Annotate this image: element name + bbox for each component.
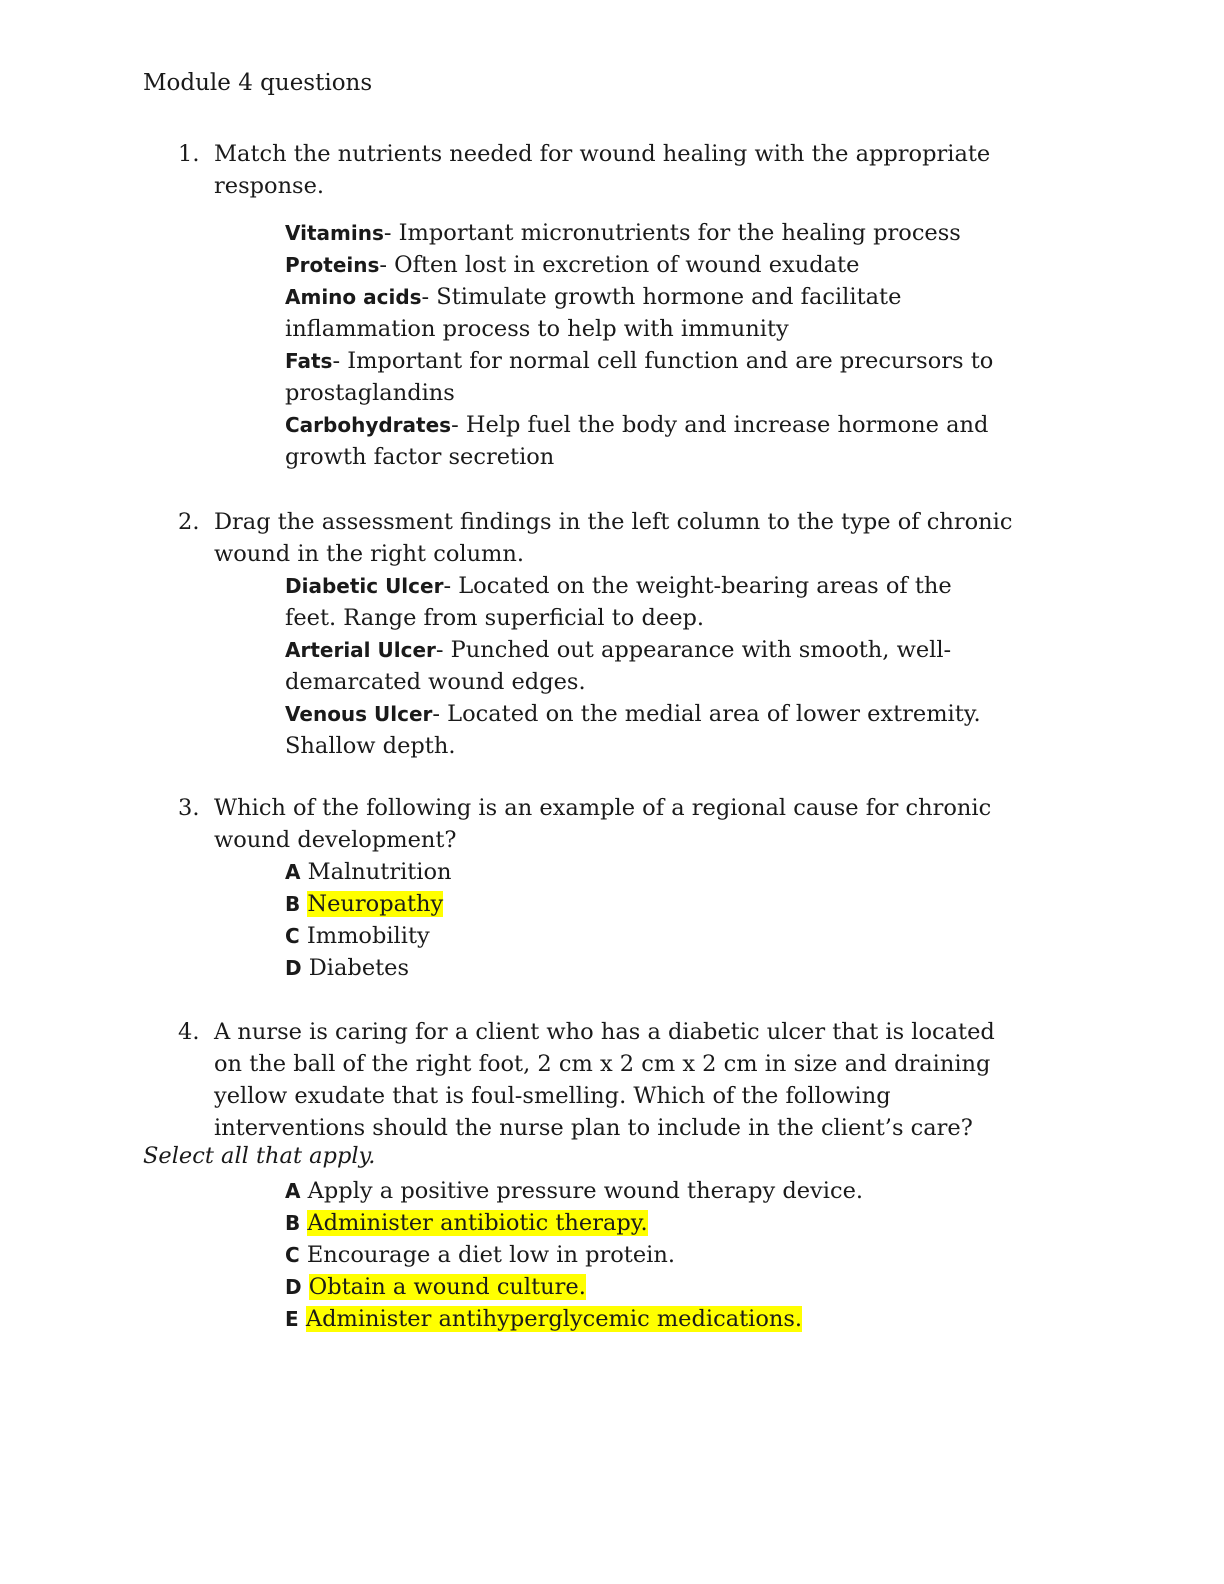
match-label: Amino acids	[285, 285, 422, 309]
question-number: 3.	[178, 795, 200, 821]
option-text: Immobility	[306, 923, 430, 949]
match-item	[285, 698, 1075, 730]
match-item	[285, 570, 1075, 602]
option-letter: D	[285, 956, 302, 980]
option-b	[285, 1207, 1075, 1239]
question-3	[178, 792, 1058, 856]
match-item	[285, 217, 1075, 249]
option-letter: C	[285, 924, 300, 948]
option-c	[285, 920, 1075, 952]
question-text-line: A nurse is caring for a client who has a diabetic ulcer that is located	[214, 1019, 995, 1045]
match-text: - Often lost in excretion of wound exudate	[379, 252, 860, 278]
match-label: Diabetic Ulcer	[285, 574, 444, 598]
option-text-highlighted: Administer antibiotic therapy.	[307, 1210, 648, 1236]
match-text: - Located on the weight-bearing areas of the	[443, 573, 952, 599]
match-item	[285, 345, 1075, 377]
option-letter: A	[285, 860, 301, 884]
match-text: - Help fuel the body and increase hormone and	[451, 412, 989, 438]
option-letter: A	[285, 1179, 301, 1203]
match-label: Arterial Ulcer	[285, 638, 436, 662]
option-d	[285, 952, 1075, 984]
option-b	[285, 888, 1075, 920]
match-item	[285, 281, 1075, 313]
question-text-line: response.	[214, 173, 325, 199]
option-d	[285, 1271, 1075, 1303]
question-text-line: yellow exudate that is foul-smelling. Which of the following	[214, 1083, 891, 1109]
option-text: Encourage a diet low in protein.	[306, 1242, 676, 1268]
option-c	[285, 1239, 1075, 1271]
ulcer-matches	[285, 570, 1075, 762]
match-label: Proteins	[285, 253, 380, 277]
nutrient-matches	[285, 217, 1075, 473]
match-text: - Important micronutrients for the healing process	[383, 220, 961, 246]
option-letter: D	[285, 1275, 302, 1299]
option-a	[285, 856, 1075, 888]
option-text: Apply a positive pressure wound therapy device.	[307, 1178, 864, 1204]
match-text-cont: prostaglandins	[285, 380, 455, 406]
question-1	[178, 138, 1058, 202]
match-text: - Stimulate growth hormone and facilitate	[421, 284, 902, 310]
match-text: - Located on the medial area of lower extremity.	[432, 701, 981, 727]
option-text-highlighted: Neuropathy	[307, 891, 444, 917]
match-item	[285, 634, 1075, 666]
document-title: Module 4 questions	[143, 70, 373, 96]
question-4-options	[285, 1175, 1075, 1335]
question-3-options	[285, 856, 1075, 984]
question-text-line: on the ball of the right foot, 2 cm x 2 cm x 2 cm in size and draining	[214, 1051, 991, 1077]
option-letter: E	[285, 1307, 299, 1331]
select-all-instruction: Select all that apply.	[143, 1143, 376, 1169]
question-text-line: Drag the assessment findings in the left column to the type of chronic	[214, 509, 1013, 535]
match-text-cont: inflammation process to help with immunity	[285, 316, 789, 342]
question-2	[178, 506, 1058, 570]
match-label: Fats	[285, 349, 333, 373]
option-text: Malnutrition	[307, 859, 452, 885]
question-text-line: interventions should the nurse plan to include in the client’s care?	[214, 1115, 973, 1141]
option-text-highlighted: Administer antihyperglycemic medications.	[305, 1306, 803, 1332]
question-text-line: wound development?	[214, 827, 457, 853]
match-label: Venous Ulcer	[285, 702, 433, 726]
match-label: Vitamins	[285, 221, 384, 245]
option-text-highlighted: Obtain a wound culture.	[308, 1274, 586, 1300]
match-text-cont: demarcated wound edges.	[285, 669, 586, 695]
match-text-cont: growth factor secretion	[285, 444, 555, 470]
option-a	[285, 1175, 1075, 1207]
option-letter: C	[285, 1243, 300, 1267]
question-number: 4.	[178, 1019, 200, 1045]
option-text: Diabetes	[308, 955, 410, 981]
match-text-cont: Shallow depth.	[285, 733, 456, 759]
question-text-line: wound in the right column.	[214, 541, 525, 567]
option-letter: B	[285, 892, 301, 916]
question-text-line: Which of the following is an example of a regional cause for chronic	[214, 795, 992, 821]
match-label: Carbohydrates	[285, 413, 452, 437]
question-number: 2.	[178, 509, 200, 535]
match-text: - Important for normal cell function and are precursors to	[332, 348, 994, 374]
option-e	[285, 1303, 1075, 1335]
option-letter: B	[285, 1211, 301, 1235]
question-number: 1.	[178, 141, 200, 167]
match-text-cont: feet. Range from superficial to deep.	[285, 605, 705, 631]
match-item	[285, 249, 1075, 281]
question-4	[178, 1016, 1058, 1144]
match-text: - Punched out appearance with smooth, well-	[435, 637, 952, 663]
match-item	[285, 409, 1075, 441]
question-text-line: Match the nutrients needed for wound healing with the appropriate	[214, 141, 991, 167]
